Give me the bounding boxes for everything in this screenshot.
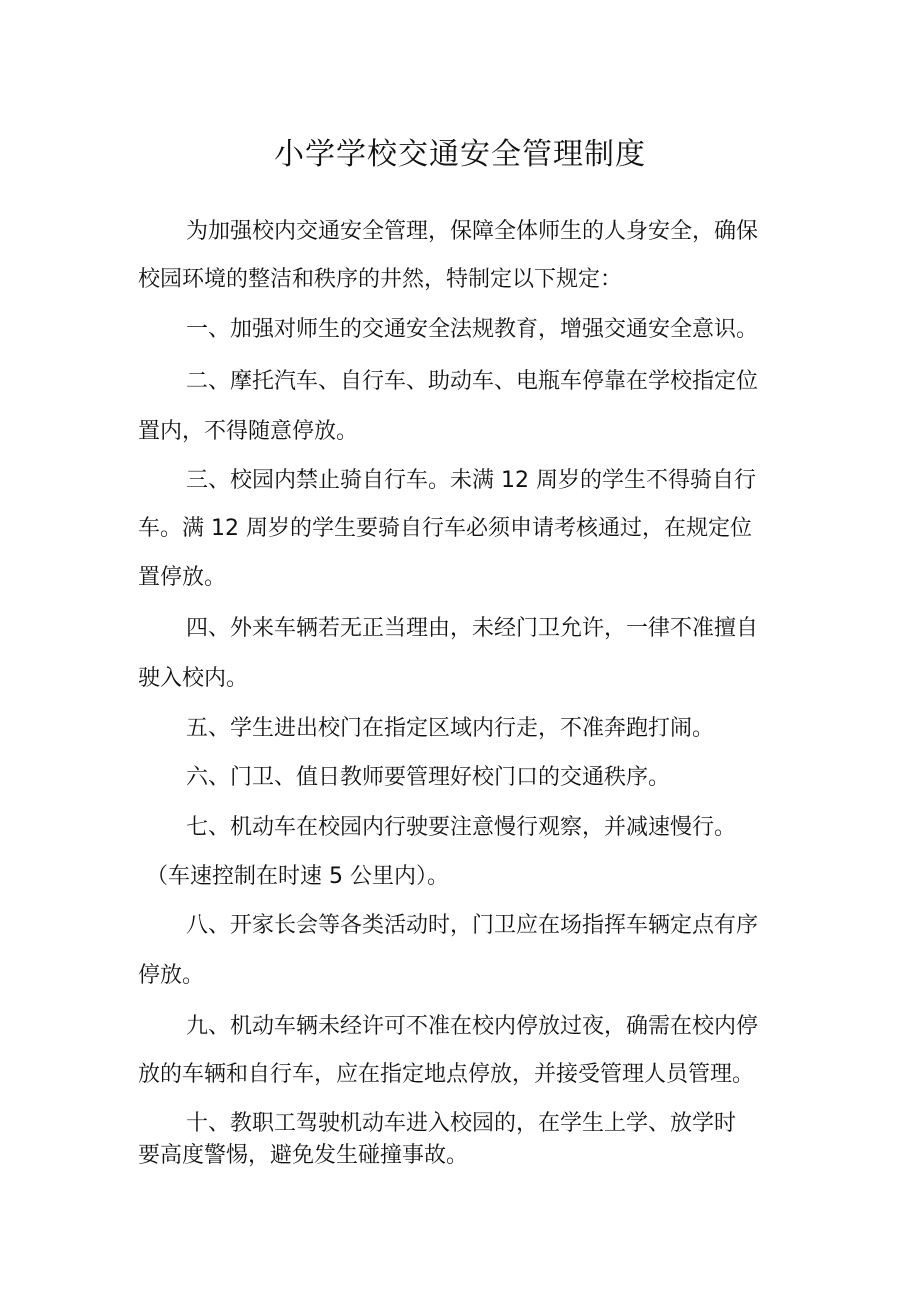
rule-3-line-3: 置停放。 bbox=[138, 565, 227, 590]
rule-2-line-2: 置内，不得随意停放。 bbox=[138, 419, 359, 444]
rule-5-line-1: 五、学生进出校门在指定区域内行走，不准奔跑打闹。 bbox=[186, 716, 715, 741]
rule-9-line-1: 九、机动车辆未经许可不准在校内停放过夜，确需在校内停 bbox=[186, 1014, 759, 1039]
rule-8-line-2: 停放。 bbox=[138, 963, 205, 988]
rule-3-line-2: 车。满 12 周岁的学生要骑自行车必须申请考核通过，在规定位 bbox=[138, 516, 752, 541]
rule-9-line-2: 放的车辆和自行车，应在指定地点停放，并接受管理人员管理。 bbox=[138, 1062, 755, 1087]
rule-8-line-1: 八、开家长会等各类活动时，门卫应在场指挥车辆定点有序 bbox=[186, 913, 759, 938]
rule-7-line-1: 七、机动车在校园内行驶要注意慢行观察，并减速慢行。 bbox=[186, 815, 737, 840]
rule-2-line-1: 二、摩托汽车、自行车、助动车、电瓶车停靠在学校指定位 bbox=[186, 369, 759, 394]
rule-1-line-1: 一、加强对师生的交通安全法规教育，增强交通安全意识。 bbox=[186, 317, 759, 342]
rule-6-line-1: 六、门卫、值日教师要管理好校门口的交通秩序。 bbox=[186, 765, 671, 790]
page-title: 小学学校交通安全管理制度 bbox=[274, 137, 646, 172]
rule-7-line-2: （车速控制在时速 5 公里内）。 bbox=[146, 864, 449, 889]
intro-line-1: 为加强校内交通安全管理，保障全体师生的人身安全，确保 bbox=[186, 219, 759, 244]
rule-10-line-1: 十、教职工驾驶机动车进入校园的，在学生上学、放学时 bbox=[186, 1111, 737, 1136]
rule-4-line-1: 四、外来车辆若无正当理由，未经门卫允许，一律不准擅自 bbox=[186, 616, 759, 641]
intro-line-2: 校园环境的整洁和秩序的井然，特制定以下规定： bbox=[138, 267, 623, 292]
rule-10-line-2: 要高度警惕，避免发生碰撞事故。 bbox=[138, 1143, 469, 1168]
rule-4-line-2: 驶入校内。 bbox=[138, 666, 249, 691]
rule-3-line-1: 三、校园内禁止骑自行车。未满 12 周岁的学生不得骑自行 bbox=[186, 468, 756, 493]
